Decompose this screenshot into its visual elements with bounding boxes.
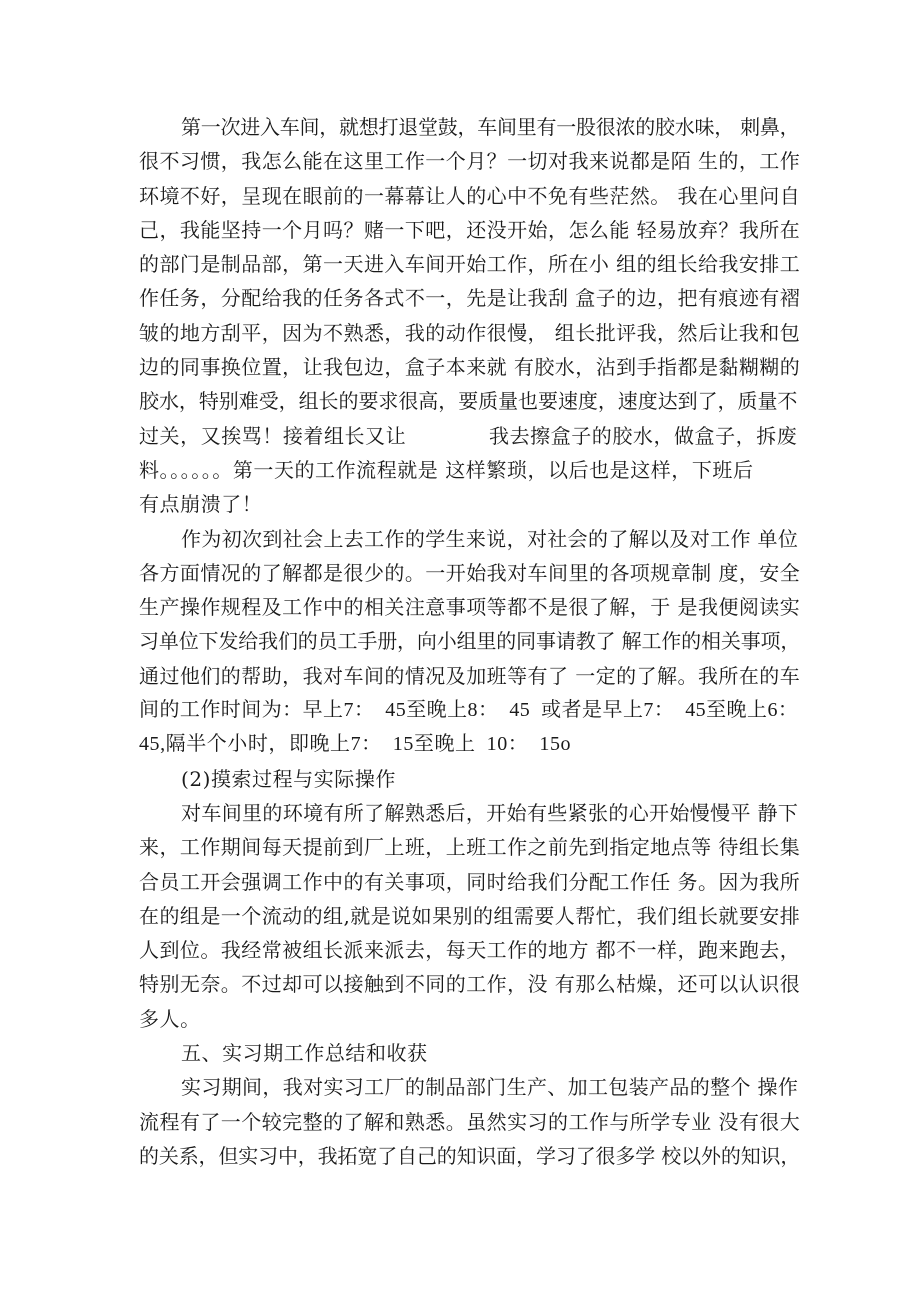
text-line-27: 多人。 xyxy=(139,1006,201,1031)
text-line-13: 作为初次到社会上去工作的学生来说，对社会的了解以及对工作 单位 xyxy=(181,526,799,551)
text-line-17: 通过他们的帮助，我对车间的情况及加班等有了 一定的了解。我所在的车 xyxy=(139,663,801,688)
section-heading-5: 五、实习期工作总结和收获 xyxy=(181,1041,428,1066)
text-line-24: 在的组是一个流动的组,就是说如果别的组需要人帮忙，我们组长就要安排 xyxy=(139,903,801,928)
text-line-26: 特别无奈。不过却可以接触到不同的工作，没 有那么枯燥，还可以认识很 xyxy=(139,972,801,997)
text-line-2: 很不习惯，我怎么能在这里工作一个月？一切对我来说都是陌 生的，工作 xyxy=(139,149,801,174)
text-line-25: 人到位。我经常被组长派来派去，每天工作的地方 都不一样，跑来跑去， xyxy=(139,938,801,963)
text-line-16: 习单位下发给我们的员工手册，向小组里的同事请教了 解工作的相关事项， xyxy=(139,629,801,654)
text-line-3: 环境不好，呈现在眼前的一幕幕让人的心中不免有些茫然。 我在心里问自 xyxy=(139,183,801,208)
text-line-18: 间的工作时间为：早上7： 45至晚上8： 45 或者是早上7： 45至晚上6： xyxy=(139,699,799,722)
section-heading-2: (2)摸索过程与实际操作 xyxy=(181,766,396,791)
text-line-7: 皱的地方刮平，因为不熟悉，我的动作很慢， 组长批评我，然后让我和包 xyxy=(139,320,801,345)
document-body xyxy=(139,110,799,1173)
text-line-31: 的关系，但实习中，我拓宽了自己的知识面，学习了很多学 校以外的知识， xyxy=(139,1143,801,1168)
text-line-29: 实习期间，我对实习工厂的制品部门生产、加工包装产品的整个 操作 xyxy=(181,1075,799,1100)
text-line-21: 对车间里的环境有所了解熟悉后，开始有些紧张的心开始慢慢平 静下 xyxy=(181,800,799,825)
text-line-12: 有点崩溃了！ xyxy=(139,492,263,517)
text-line-14: 各方面情况的了解都是很少的。一开始我对车间里的各项规章制 度，安全 xyxy=(139,560,801,585)
text-line-10: 过关，又挨骂！接着组长又让 我去擦盒子的胶水，做盒子，拆废 xyxy=(139,423,798,448)
text-line-8: 边的同事换位置，让我包边，盒子本来就 有胶水，沾到手指都是黏糊糊的 xyxy=(139,355,801,380)
text-line-23: 合员工开会强调工作中的有关事项，同时给我们分配工作任 务。因为我所 xyxy=(139,869,801,894)
text-line-30: 流程有了一个较完整的了解和熟悉。虽然实习的工作与所学专业 没有很大 xyxy=(139,1109,801,1134)
text-line-15: 生产操作规程及工作中的相关注意事项等都不是很了解，于 是我便阅读实 xyxy=(139,595,801,620)
text-line-9: 胶水，特别难受，组长的要求很高，要质量也要速度，速度达到了，质量不 xyxy=(139,389,798,414)
text-line-1: 第一次进入车间，就想打退堂鼓，车间里有一股很浓的胶水味， 刺鼻， xyxy=(181,115,800,139)
text-line-19: 45,隔半个小时，即晚上7： 15至晚上 10： 15o xyxy=(139,733,572,756)
text-line-22: 来，工作期间每天提前到厂上班，上班工作之前先到指定地点等 待组长集 xyxy=(139,835,801,860)
text-line-5: 的部门是制品部，第一天进入车间开始工作，所在小 组的组长给我安排工 xyxy=(139,252,801,277)
text-line-11: 料。。。。。。第一天的工作流程就是 这样繁琐，以后也是这样，下班后 xyxy=(139,457,754,482)
text-line-6: 作任务，分配给我的任务各式不一，先是让我刮 盒子的边，把有痕迹有褶 xyxy=(139,286,801,311)
text-line-4: 己，我能坚持一个月吗？赌一下吧，还没开始，怎么能 轻易放弃？我所在 xyxy=(139,217,801,242)
